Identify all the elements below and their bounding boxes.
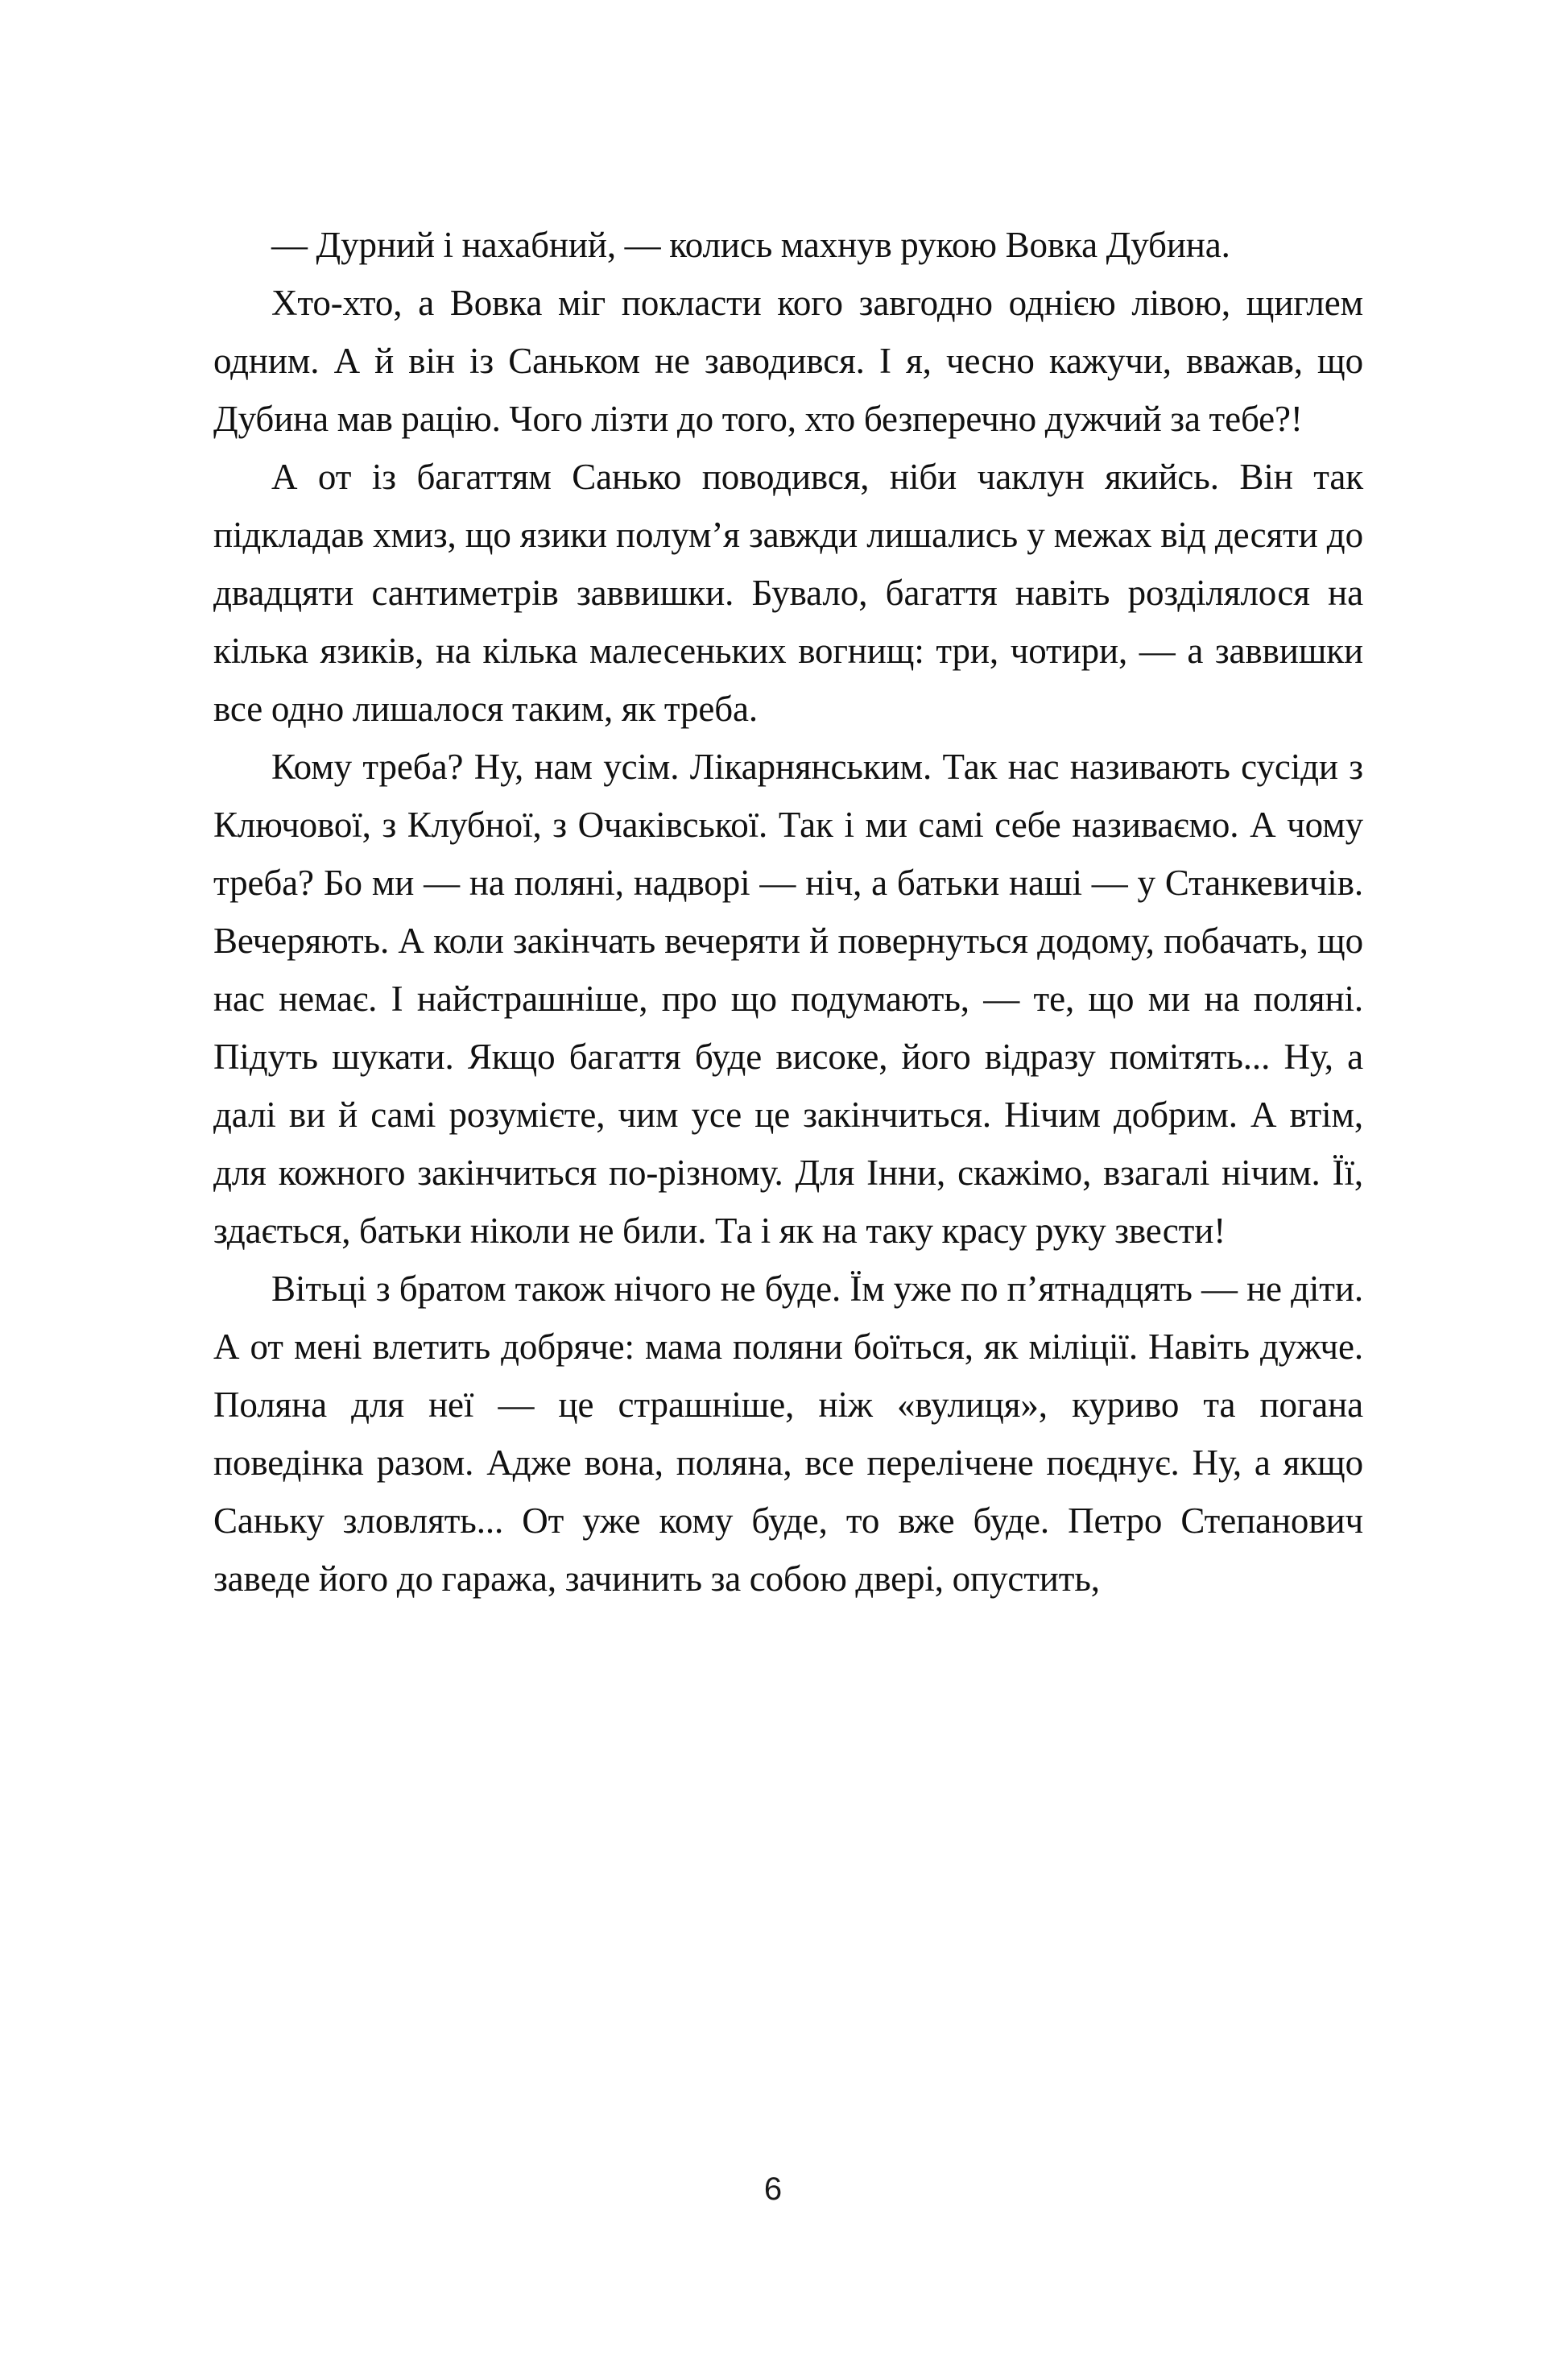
paragraph: А от із багаттям Санько поводився, ніби чаклун якийсь. Він так підкладав хмиз, що язики полум’я завжди лишались у межах від десяти до двадцяти сантиметрів заввишки. Бувало, багаття навіть розділялося на кілька язиків, на кілька малесеньких вогнищ: три, чотири, — а заввишки все одно лишалося таким, як треба. <box>213 457 1363 729</box>
paragraph: — Дурний і нахабний, — колись махнув рукою Вовка Дубина. <box>271 225 1230 265</box>
paragraph: Вітьці з братом також нічого не буде. Їм уже по п’ятнадцять — не діти. А от мені влетить добряче: мама поляни боїться, як міліції. Навіть дужче. Поляна для неї — це страшніше, ніж «вулиця», куриво та погана поведінка разом. Адже вона, поляна, все перелічене поєднує. Ну, а якщо Саньку зловлять... От уже кому буде, то вже буде. Петро Степанович заведе його до гаража, зачинить за собою двері, опустить, <box>213 1269 1363 1599</box>
paragraph: Кому треба? Ну, нам усім. Лікарнянським. Так нас називають сусіди з Ключової, з Клубної, з Очаківської. Так і ми самі себе називаємо. А чому треба? Бо ми — на поляні, надворі — ніч, а батьки наші — у Станкевичів. Вечеряють. А коли закінчать вечеряти й повернуться додому, побачать, що нас немає. І найстрашніше, про що подумають, — те, що ми на поляні. Підуть шукати. Якщо багаття буде високе, його відразу помітять... Ну, а далі ви й самі розумієте, чим усе це закінчиться. Нічим добрим. А втім, для кожного закінчиться по-різному. Для Інни, скажімо, взагалі нічим. Її, здається, батьки ніколи не били. Та і як на таку красу руку звести! <box>213 747 1363 1251</box>
body-text-block <box>213 216 1363 1608</box>
page-number: 6 <box>763 2171 783 2207</box>
paragraph: Хто-хто, а Вовка міг покласти кого завгодно однією лівою, щиглем одним. А й він із Саньком не заводився. І я, чесно кажучи, вважав, що Дубина мав рацію. Чого лізти до того, хто безперечно дужчий за тебе?! <box>213 283 1363 439</box>
